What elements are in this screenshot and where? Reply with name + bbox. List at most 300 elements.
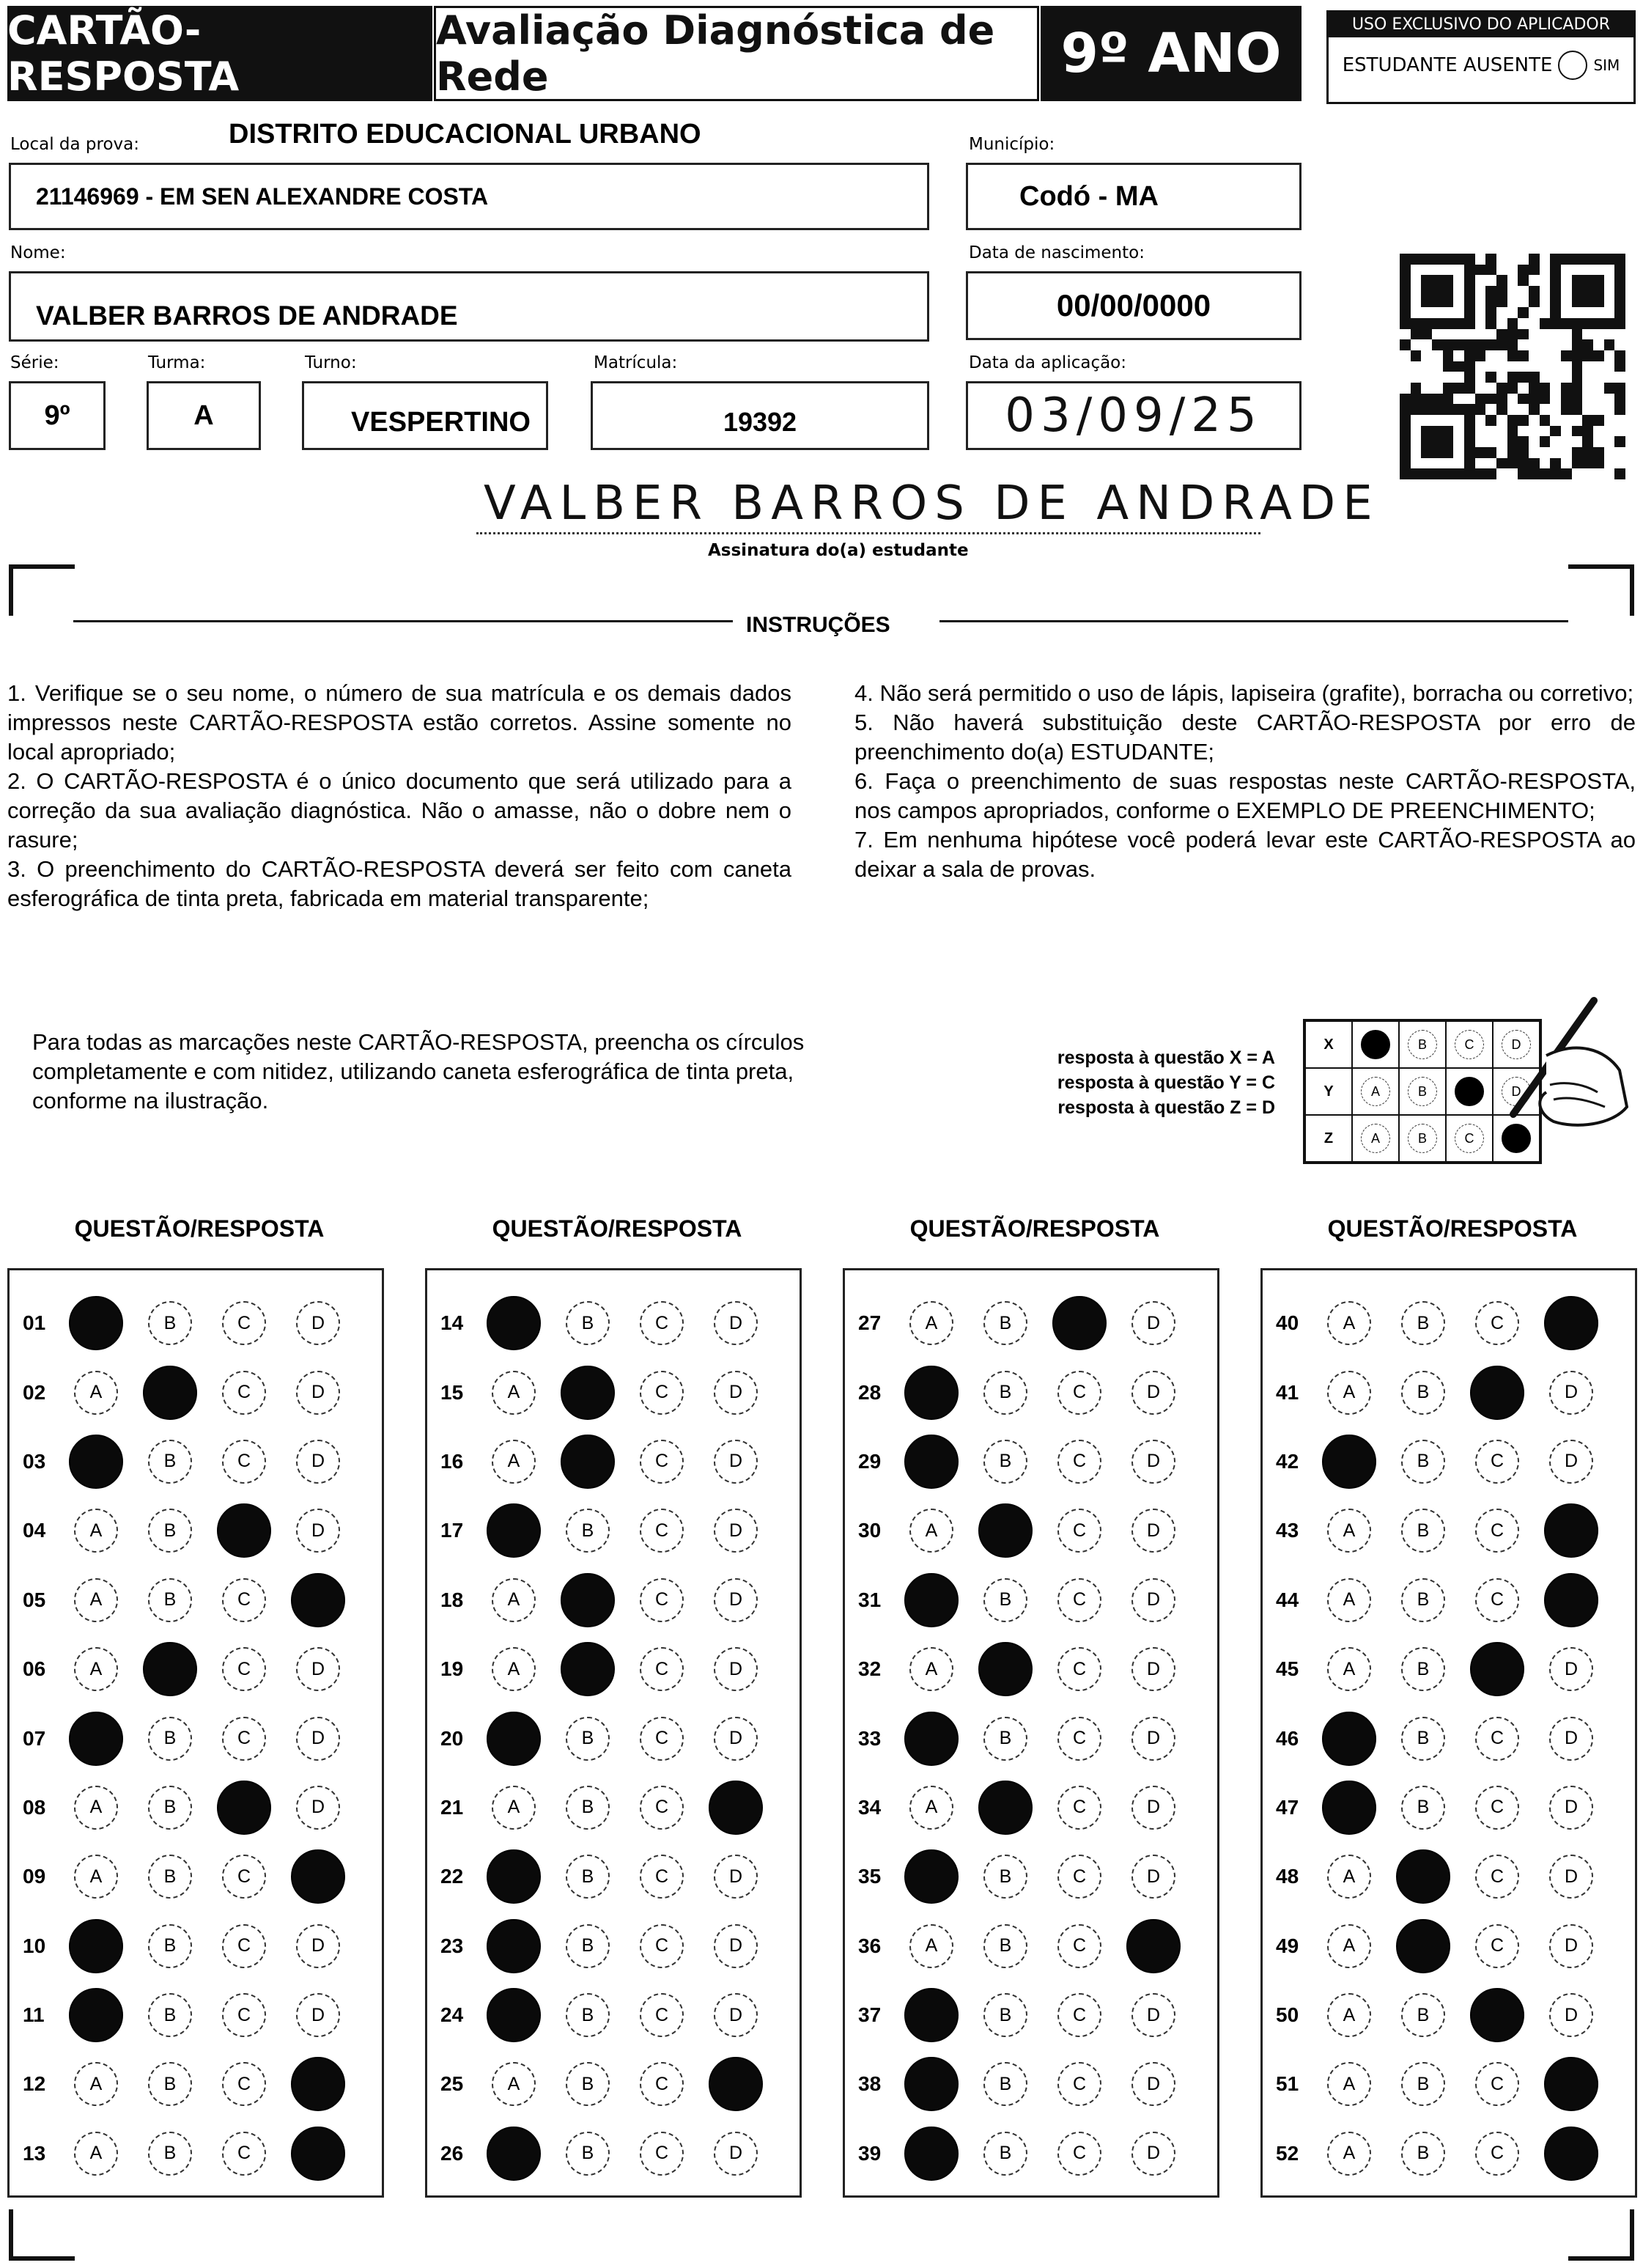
answer-bubble-a[interactable] <box>1322 1435 1376 1489</box>
answer-bubble-c[interactable]: C <box>1475 1301 1519 1345</box>
example-bubble: B <box>1408 1030 1437 1059</box>
answer-bubble-b[interactable]: B <box>983 1717 1027 1761</box>
answer-bubble-b[interactable]: B <box>566 1993 610 2037</box>
answer-bubble-c[interactable]: C <box>222 1717 266 1761</box>
answer-bubble-d[interactable]: D <box>1549 1855 1593 1899</box>
municipio-label: Município: <box>969 135 1055 154</box>
answer-bubble-a[interactable] <box>69 1296 123 1350</box>
answer-bubble-d[interactable]: D <box>714 1301 758 1345</box>
answer-bubble-c[interactable]: C <box>222 1371 266 1415</box>
answer-bubble-b[interactable]: B <box>566 1786 610 1830</box>
answer-bubble-a[interactable] <box>487 2127 541 2181</box>
answer-bubble-b[interactable]: B <box>1401 2132 1445 2176</box>
answer-bubble-b[interactable]: B <box>1401 1717 1445 1761</box>
answer-bubble-d[interactable]: D <box>714 1440 758 1484</box>
question-row <box>10 1912 382 1981</box>
answer-bubble-c[interactable]: C <box>640 1578 684 1622</box>
answer-bubble-b[interactable] <box>978 1503 1033 1558</box>
answer-bubble-a[interactable] <box>904 1849 959 1904</box>
answer-bubble-a[interactable]: A <box>74 1578 118 1622</box>
answer-bubble-c[interactable]: C <box>1057 1509 1101 1553</box>
answer-bubble-c[interactable]: C <box>640 1301 684 1345</box>
answer-bubble-c[interactable]: C <box>222 2132 266 2176</box>
question-row <box>10 1427 382 1496</box>
answer-bubble-b[interactable]: B <box>148 2132 192 2176</box>
example-bubble: B <box>1408 1124 1437 1153</box>
question-row <box>845 1912 1217 1981</box>
answer-bubble-a[interactable] <box>904 2127 959 2181</box>
question-number: 40 <box>1276 1311 1299 1335</box>
answer-bubble-c[interactable]: C <box>1475 1578 1519 1622</box>
answer-bubble-a[interactable] <box>904 1573 959 1627</box>
answer-bubble-a[interactable]: A <box>1327 1301 1371 1345</box>
answer-bubble-c[interactable]: C <box>1057 2062 1101 2106</box>
answer-bubble-d[interactable]: D <box>714 2132 758 2176</box>
answer-bubble-b[interactable]: B <box>1401 1786 1445 1830</box>
question-row <box>10 1566 382 1635</box>
answer-bubble-d[interactable]: D <box>714 1717 758 1761</box>
answer-bubble-d[interactable]: D <box>1131 1301 1175 1345</box>
instruction-item: 2. O CARTÃO-RESPOSTA é o único documento que será utilizado para a correção da sua avaliação diagnóstica. Não o amasse, não o dobre nem o rasure; <box>7 768 791 853</box>
answer-bubble-b[interactable] <box>143 1366 197 1420</box>
question-number: 07 <box>23 1726 46 1750</box>
question-row <box>427 1981 800 2050</box>
answer-bubble-b[interactable]: B <box>1401 1993 1445 2037</box>
answer-bubble-b[interactable]: B <box>148 1440 192 1484</box>
example-bubble <box>1455 1077 1484 1106</box>
answer-bubble-c[interactable] <box>217 1781 271 1835</box>
answer-bubble-c[interactable]: C <box>640 2062 684 2106</box>
question-number: 51 <box>1276 2072 1299 2096</box>
example-row-label: X <box>1305 1021 1352 1068</box>
question-number: 37 <box>858 2003 882 2027</box>
answer-bubble-a[interactable]: A <box>492 2062 536 2106</box>
answer-bubble-d[interactable] <box>1544 2127 1598 2181</box>
question-row <box>845 1635 1217 1704</box>
divider <box>73 620 733 622</box>
answer-bubble-b[interactable]: B <box>1401 1371 1445 1415</box>
answer-bubble-b[interactable]: B <box>983 1371 1027 1415</box>
example-bubble: C <box>1455 1124 1484 1153</box>
question-number: 46 <box>1276 1726 1299 1750</box>
answer-bubble-d[interactable] <box>709 2057 763 2111</box>
answer-bubble-b[interactable]: B <box>566 2132 610 2176</box>
answer-bubble-d[interactable]: D <box>714 1371 758 1415</box>
answer-bubble-b[interactable]: B <box>983 2132 1027 2176</box>
answer-bubble-b[interactable]: B <box>1401 1509 1445 1553</box>
answer-bubble-a[interactable]: A <box>909 1786 953 1830</box>
answer-bubble-b[interactable]: B <box>1401 2062 1445 2106</box>
answer-bubble-d[interactable]: D <box>1131 1993 1175 2037</box>
answer-bubble-b[interactable]: B <box>148 1578 192 1622</box>
answer-bubble-a[interactable]: A <box>492 1578 536 1622</box>
question-number: 28 <box>858 1380 882 1404</box>
answer-bubble-d[interactable]: D <box>1131 1647 1175 1691</box>
answer-bubble-b[interactable] <box>561 1573 615 1627</box>
absent-option: SIM <box>1593 56 1620 74</box>
answer-bubble-a[interactable] <box>904 2057 959 2111</box>
answer-bubble-d[interactable]: D <box>296 1440 340 1484</box>
answer-bubble-c[interactable]: C <box>640 1717 684 1761</box>
answer-bubble-a[interactable]: A <box>74 2062 118 2106</box>
answer-bubble-d[interactable] <box>1544 1296 1598 1350</box>
answer-bubble-b[interactable]: B <box>566 2062 610 2106</box>
answer-bubble-b[interactable]: B <box>148 1993 192 2037</box>
answer-bubble-a[interactable] <box>487 1503 541 1558</box>
answer-bubble-c[interactable]: C <box>222 1855 266 1899</box>
answer-bubble-a[interactable] <box>487 1296 541 1350</box>
answer-bubble-d[interactable] <box>291 1849 345 1904</box>
answer-bubble-b[interactable] <box>561 1642 615 1696</box>
example-legend <box>967 1045 1275 1120</box>
answer-bubble-b[interactable]: B <box>148 2062 192 2106</box>
answer-bubble-a[interactable]: A <box>1327 2062 1371 2106</box>
answer-bubble-b[interactable] <box>1396 1849 1450 1904</box>
answer-bubble-d[interactable]: D <box>296 1371 340 1415</box>
answer-bubble-c[interactable]: C <box>1057 1993 1101 2037</box>
answer-bubble-d[interactable]: D <box>714 1924 758 1968</box>
answer-bubble-c[interactable]: C <box>222 1993 266 2037</box>
answer-bubble-a[interactable] <box>69 1712 123 1766</box>
answer-bubble-c[interactable]: C <box>640 1786 684 1830</box>
answers-column-title: QUESTÃO/RESPOSTA <box>492 1215 742 1242</box>
question-row <box>845 2119 1217 2188</box>
serie-label: Série: <box>10 353 59 372</box>
answer-bubble-d[interactable] <box>291 2127 345 2181</box>
answer-bubble-c[interactable]: C <box>640 1647 684 1691</box>
question-number: 02 <box>23 1380 46 1404</box>
answer-bubble-b[interactable] <box>143 1642 197 1696</box>
answer-bubble-d[interactable]: D <box>296 1924 340 1968</box>
answer-bubble-c[interactable]: C <box>1475 1440 1519 1484</box>
question-row <box>845 1358 1217 1426</box>
district-name: DISTRITO EDUCACIONAL URBANO <box>229 119 701 150</box>
answer-bubble-b[interactable]: B <box>148 1786 192 1830</box>
answer-bubble-b[interactable] <box>561 1435 615 1489</box>
answer-bubble-c[interactable]: C <box>640 1371 684 1415</box>
answer-bubble-c[interactable]: C <box>1475 1855 1519 1899</box>
question-number: 33 <box>858 1726 882 1750</box>
corner-mark <box>1568 2209 1634 2261</box>
answer-bubble-b[interactable]: B <box>148 1717 192 1761</box>
instructions-right <box>854 679 1636 884</box>
question-row <box>10 1981 382 2050</box>
answer-bubble-d[interactable]: D <box>1549 1717 1593 1761</box>
answer-bubble-b[interactable]: B <box>148 1509 192 1553</box>
answer-bubble-b[interactable]: B <box>983 1855 1027 1899</box>
local-label: Local da prova: <box>10 135 140 154</box>
answer-bubble-c[interactable]: C <box>1057 1786 1101 1830</box>
example-bubble: D <box>1502 1030 1531 1059</box>
answer-bubble-a[interactable]: A <box>74 1509 118 1553</box>
answer-bubble-c[interactable] <box>217 1503 271 1558</box>
answer-bubble-d[interactable]: D <box>714 1509 758 1553</box>
nome-label: Nome: <box>10 243 66 262</box>
answer-bubble-d[interactable]: D <box>714 1855 758 1899</box>
answer-bubble-d[interactable]: D <box>1131 2132 1175 2176</box>
answer-bubble-c[interactable]: C <box>1475 2132 1519 2176</box>
example-cell <box>1446 1021 1493 1068</box>
answer-bubble-a[interactable]: A <box>492 1786 536 1830</box>
answer-bubble-d[interactable]: D <box>1549 1440 1593 1484</box>
answer-bubble-d[interactable]: D <box>1131 1717 1175 1761</box>
answer-bubble-c[interactable]: C <box>640 1924 684 1968</box>
answer-bubble-d[interactable]: D <box>714 1647 758 1691</box>
answer-bubble-b[interactable]: B <box>983 1993 1027 2037</box>
answer-bubble-a[interactable] <box>1322 1712 1376 1766</box>
answer-bubble-a[interactable]: A <box>1327 1924 1371 1968</box>
answer-bubble-d[interactable]: D <box>1549 1993 1593 2037</box>
question-row <box>427 1635 800 1704</box>
answer-bubble-a[interactable]: A <box>1327 1647 1371 1691</box>
answer-bubble-c[interactable]: C <box>1475 1509 1519 1553</box>
example-cell <box>1446 1068 1493 1115</box>
grade-badge: 9º ANO <box>1041 6 1302 101</box>
example-cell <box>1399 1115 1446 1162</box>
answer-bubble-a[interactable]: A <box>74 1855 118 1899</box>
aplicador-box <box>1326 10 1636 104</box>
answer-bubble-c[interactable]: C <box>1057 1924 1101 1968</box>
aplicador-title: USO EXCLUSIVO DO APLICADOR <box>1329 12 1633 37</box>
answer-bubble-b[interactable]: B <box>148 1855 192 1899</box>
answer-bubble-c[interactable] <box>1052 1296 1107 1350</box>
answer-bubble-c[interactable]: C <box>1057 1440 1101 1484</box>
answer-bubble-a[interactable]: A <box>909 1647 953 1691</box>
answer-bubble-d[interactable]: D <box>296 1717 340 1761</box>
answer-bubble-b[interactable]: B <box>983 2062 1027 2106</box>
answer-bubble-a[interactable]: A <box>909 1509 953 1553</box>
answer-bubble-d[interactable]: D <box>296 1993 340 2037</box>
answer-bubble-c[interactable]: C <box>222 1647 266 1691</box>
answer-bubble-a[interactable]: A <box>1327 1993 1371 2037</box>
answer-bubble-c[interactable]: C <box>640 1993 684 2037</box>
answers-panel <box>7 1268 384 2198</box>
matricula-label: Matrícula: <box>594 353 678 372</box>
answer-bubble-a[interactable]: A <box>1327 1509 1371 1553</box>
answer-bubble-c[interactable]: C <box>1475 1924 1519 1968</box>
example-bubble: D <box>1502 1077 1531 1106</box>
answer-bubble-a[interactable]: A <box>909 1301 953 1345</box>
answers-panel <box>1260 1268 1637 2198</box>
answer-bubble-d[interactable]: D <box>1131 1578 1175 1622</box>
question-row <box>845 1566 1217 1635</box>
answer-bubble-c[interactable]: C <box>222 2062 266 2106</box>
question-number: 36 <box>858 1934 882 1957</box>
answer-bubble-d[interactable]: D <box>1131 1509 1175 1553</box>
answer-bubble-a[interactable]: A <box>1327 1855 1371 1899</box>
answer-bubble-c[interactable]: C <box>1057 2132 1101 2176</box>
absent-checkbox[interactable] <box>1558 51 1587 80</box>
answer-bubble-d[interactable]: D <box>1549 1924 1593 1968</box>
instruction-item: 3. O preenchimento do CARTÃO-RESPOSTA deverá ser feito com caneta esferográfica de tinta preta, fabricada em material transparente; <box>7 856 791 911</box>
question-number: 52 <box>1276 2141 1299 2165</box>
matricula-field: 19392 <box>591 381 929 450</box>
answer-bubble-a[interactable]: A <box>909 1924 953 1968</box>
answer-bubble-d[interactable] <box>1544 2057 1598 2111</box>
answer-bubble-c[interactable]: C <box>640 1855 684 1899</box>
question-row <box>427 1358 800 1426</box>
answer-bubble-c[interactable] <box>1470 1366 1524 1420</box>
answer-bubble-b[interactable]: B <box>566 1855 610 1899</box>
answer-bubble-b[interactable] <box>978 1781 1033 1835</box>
question-number: 01 <box>23 1311 46 1335</box>
answer-bubble-a[interactable] <box>69 1435 123 1489</box>
example-legend-item: resposta à questão Y = C <box>1057 1072 1275 1093</box>
answer-bubble-d[interactable] <box>1544 1573 1598 1627</box>
question-row <box>845 1704 1217 1772</box>
answer-bubble-d[interactable]: D <box>1131 1440 1175 1484</box>
answers-column-title: QUESTÃO/RESPOSTA <box>74 1215 325 1242</box>
answer-bubble-d[interactable]: D <box>1131 2062 1175 2106</box>
answer-bubble-b[interactable] <box>978 1642 1033 1696</box>
answer-bubble-c[interactable]: C <box>1057 1647 1101 1691</box>
answer-bubble-a[interactable] <box>904 1712 959 1766</box>
answer-bubble-c[interactable] <box>1470 1988 1524 2042</box>
answer-bubble-a[interactable]: A <box>1327 1578 1371 1622</box>
example-legend-item: resposta à questão X = A <box>1057 1048 1275 1068</box>
example-bubble: A <box>1361 1124 1390 1153</box>
question-row <box>427 1912 800 1981</box>
answer-bubble-b[interactable]: B <box>983 1301 1027 1345</box>
answer-bubble-a[interactable]: A <box>492 1647 536 1691</box>
answer-bubble-a[interactable] <box>487 1988 541 2042</box>
answer-bubble-d[interactable]: D <box>1131 1855 1175 1899</box>
instruction-item: 5. Não haverá substituição deste CARTÃO-RESPOSTA por erro de preenchimento do(a) ESTUDANTE; <box>854 710 1636 765</box>
question-number: 06 <box>23 1657 46 1681</box>
answer-bubble-a[interactable]: A <box>74 1371 118 1415</box>
instruction-item: 1. Verifique se o seu nome, o número de sua matrícula e os demais dados impressos neste CARTÃO-RESPOSTA estão corretos. Assine somente no local apropriado; <box>7 680 791 765</box>
answer-bubble-c[interactable] <box>1470 1642 1524 1696</box>
answer-bubble-a[interactable] <box>904 1435 959 1489</box>
answer-bubble-c[interactable]: C <box>222 1578 266 1622</box>
question-row <box>1263 1773 1635 1842</box>
answer-bubble-b[interactable]: B <box>1401 1647 1445 1691</box>
answer-bubble-c[interactable]: C <box>1475 1786 1519 1830</box>
answer-bubble-a[interactable] <box>487 1919 541 1973</box>
answer-bubble-d[interactable]: D <box>714 1993 758 2037</box>
answer-bubble-c[interactable]: C <box>1057 1578 1101 1622</box>
answer-bubble-a[interactable] <box>69 1919 123 1973</box>
answer-bubble-d[interactable] <box>1126 1919 1181 1973</box>
signature: VALBER BARROS DE ANDRADE <box>484 476 1380 531</box>
answer-bubble-c[interactable]: C <box>222 1301 266 1345</box>
answer-bubble-d[interactable]: D <box>296 1509 340 1553</box>
answer-bubble-a[interactable]: A <box>74 1647 118 1691</box>
answer-bubble-a[interactable] <box>904 1988 959 2042</box>
question-row <box>1263 1496 1635 1565</box>
answer-bubble-b[interactable]: B <box>1401 1440 1445 1484</box>
pen-hand-icon <box>1495 997 1642 1151</box>
answer-bubble-a[interactable]: A <box>492 1371 536 1415</box>
answer-bubble-c[interactable]: C <box>640 1509 684 1553</box>
answer-bubble-b[interactable]: B <box>148 1301 192 1345</box>
example-bubble: C <box>1455 1030 1484 1059</box>
aplicacao-label: Data da aplicação: <box>969 353 1127 372</box>
answer-bubble-c[interactable]: C <box>1475 2062 1519 2106</box>
answer-bubble-c[interactable]: C <box>1057 1855 1101 1899</box>
answer-bubble-b[interactable]: B <box>148 1924 192 1968</box>
question-number: 09 <box>23 1865 46 1888</box>
answer-bubble-d[interactable]: D <box>1131 1371 1175 1415</box>
answer-bubble-b[interactable]: B <box>983 1578 1027 1622</box>
answer-bubble-d[interactable]: D <box>296 1647 340 1691</box>
answer-bubble-b[interactable]: B <box>566 1924 610 1968</box>
answer-bubble-d[interactable] <box>291 1573 345 1627</box>
question-number: 23 <box>440 1934 464 1957</box>
answer-bubble-d[interactable]: D <box>1549 1647 1593 1691</box>
answer-bubble-b[interactable]: B <box>566 1509 610 1553</box>
example-cell <box>1399 1021 1446 1068</box>
question-row <box>1263 1358 1635 1426</box>
answer-bubble-b[interactable]: B <box>566 1301 610 1345</box>
answer-bubble-d[interactable]: D <box>1549 1371 1593 1415</box>
answer-bubble-a[interactable]: A <box>74 1786 118 1830</box>
nascimento-field: 00/00/0000 <box>966 271 1302 340</box>
question-number: 26 <box>440 2141 464 2165</box>
answer-bubble-d[interactable]: D <box>1549 1786 1593 1830</box>
answer-bubble-a[interactable] <box>904 1366 959 1420</box>
question-row <box>845 1496 1217 1565</box>
answer-bubble-b[interactable]: B <box>983 1924 1027 1968</box>
answer-bubble-c[interactable]: C <box>1475 1717 1519 1761</box>
answer-bubble-c[interactable]: C <box>1057 1717 1101 1761</box>
answer-bubble-a[interactable]: A <box>1327 1371 1371 1415</box>
signature-line <box>476 532 1260 534</box>
question-number: 31 <box>858 1588 882 1611</box>
answer-bubble-c[interactable]: C <box>640 2132 684 2176</box>
answer-bubble-a[interactable]: A <box>74 2132 118 2176</box>
answer-bubble-a[interactable]: A <box>1327 2132 1371 2176</box>
question-row <box>427 1427 800 1496</box>
answer-bubble-a[interactable] <box>487 1712 541 1766</box>
answer-bubble-d[interactable] <box>709 1781 763 1835</box>
example-bubble <box>1361 1030 1390 1059</box>
question-number: 22 <box>440 1865 464 1888</box>
question-row <box>427 2050 800 2118</box>
answer-bubble-c[interactable]: C <box>222 1440 266 1484</box>
answer-bubble-d[interactable] <box>291 2057 345 2111</box>
example-row-label: Z <box>1305 1115 1352 1162</box>
answer-bubble-c[interactable]: C <box>222 1924 266 1968</box>
question-row <box>10 2119 382 2188</box>
answer-bubble-b[interactable] <box>1396 1919 1450 1973</box>
answer-bubble-a[interactable] <box>69 1988 123 2042</box>
answer-bubble-b[interactable]: B <box>1401 1301 1445 1345</box>
answer-bubble-d[interactable] <box>1544 1503 1598 1558</box>
question-row <box>10 1704 382 1772</box>
answer-bubble-a[interactable]: A <box>492 1440 536 1484</box>
answer-bubble-d[interactable]: D <box>296 1301 340 1345</box>
answer-bubble-b[interactable]: B <box>983 1440 1027 1484</box>
answer-bubble-a[interactable] <box>1322 1781 1376 1835</box>
answer-bubble-d[interactable]: D <box>1131 1786 1175 1830</box>
question-row <box>1263 1635 1635 1704</box>
answer-bubble-b[interactable]: B <box>566 1717 610 1761</box>
question-row <box>1263 1427 1635 1496</box>
question-row <box>10 1842 382 1911</box>
answer-bubble-b[interactable]: B <box>1401 1578 1445 1622</box>
question-number: 16 <box>440 1449 464 1473</box>
question-number: 18 <box>440 1588 464 1611</box>
answer-bubble-d[interactable]: D <box>714 1578 758 1622</box>
question-row <box>1263 1289 1635 1358</box>
answer-bubble-d[interactable]: D <box>296 1786 340 1830</box>
answer-bubble-c[interactable]: C <box>640 1440 684 1484</box>
answer-bubble-a[interactable] <box>487 1849 541 1904</box>
question-row <box>427 1704 800 1772</box>
answer-bubble-c[interactable]: C <box>1057 1371 1101 1415</box>
answer-bubble-b[interactable] <box>561 1366 615 1420</box>
